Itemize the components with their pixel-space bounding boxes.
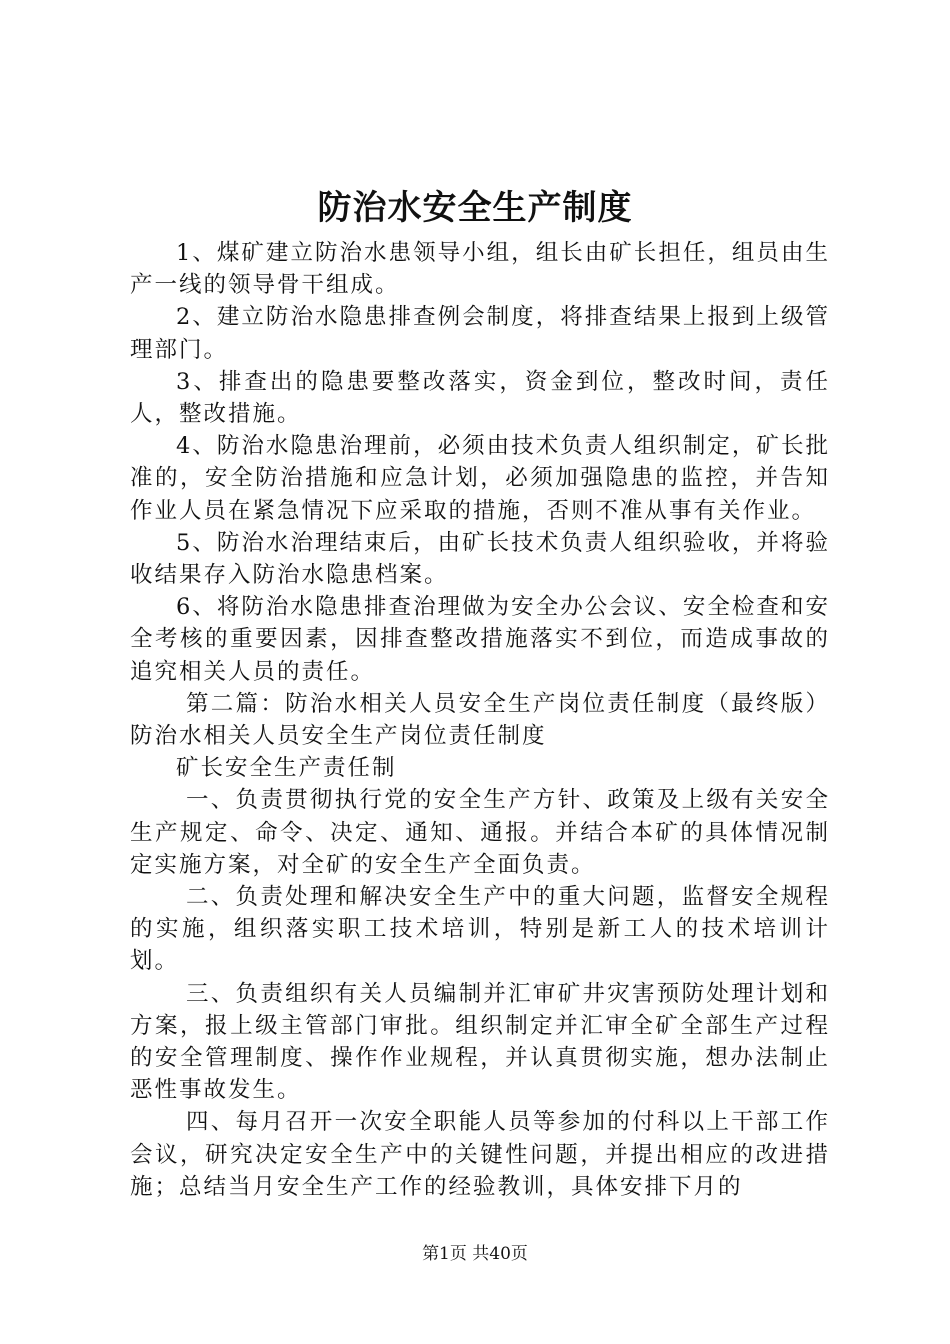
paragraph-1: 1、煤矿建立防治水患领导小组，组长由矿长担任，组员由生产一线的领导骨干组成。 <box>130 240 830 299</box>
paragraph-2: 2、建立防治水隐患排查例会制度，将排查结果上报到上级管理部门。 <box>130 304 830 363</box>
paragraph-5: 5、防治水治理结束后，由矿长技术负责人组织验收，并将验收结果存入防治水隐患档案。 <box>130 529 830 589</box>
clause-4: 四、每月召开一次安全职能人员等参加的付科以上干部工作会议，研究决定安全生产中的关键性问题，并提出相应的改进措施；总结当月安全生产工作的经验教训，具体安排下月的 <box>130 1109 830 1200</box>
paragraph-6: 6、将防治水隐患排查治理做为安全办公会议、安全检查和安全考核的重要因素，因排查整改措施落实不到位，而造成事故的追究相关人员的责任。 <box>130 594 830 685</box>
clause-2: 二、负责处理和解决安全生产中的重大问题，监督安全规程的实施，组织落实职工技术培训，特别是新工人的技术培训计划。 <box>130 884 830 975</box>
clause-3: 三、负责组织有关人员编制并汇审矿井灾害预防处理计划和方案，报上级主管部门审批。组织制定并汇审全矿全部生产过程的安全管理制度、操作作业规程，并认真贯彻实施，想办法制止恶性事故发生。 <box>130 980 830 1104</box>
paragraph-3: 3、排查出的隐患要整改落实，资金到位，整改时间，责任人，整改措施。 <box>130 368 830 428</box>
document-body <box>130 237 830 1203</box>
paragraph-4: 4、防治水隐患治理前，必须由技术负责人组织制定，矿长批准的，安全防治措施和应急计划，必须加强隐患的监控，并告知作业人员在紧急情况下应采取的措施，否则不准从事有关作业。 <box>130 433 830 524</box>
section-heading-part-two: 第二篇：防治水相关人员安全生产岗位责任制度（最终版）防治水相关人员安全生产岗位责任制度 <box>130 690 830 750</box>
subsection-heading: 矿长安全生产责任制 <box>176 755 397 782</box>
clause-1: 一、负责贯彻执行党的安全生产方针、政策及上级有关安全生产规定、命令、决定、通知、通报。并结合本矿的具体情况制定实施方案，对全矿的安全生产全面负责。 <box>130 787 830 878</box>
page-number-footer: 第1页 共40页 <box>422 1244 528 1264</box>
document-title: 防治水安全生产制度 <box>317 188 633 228</box>
